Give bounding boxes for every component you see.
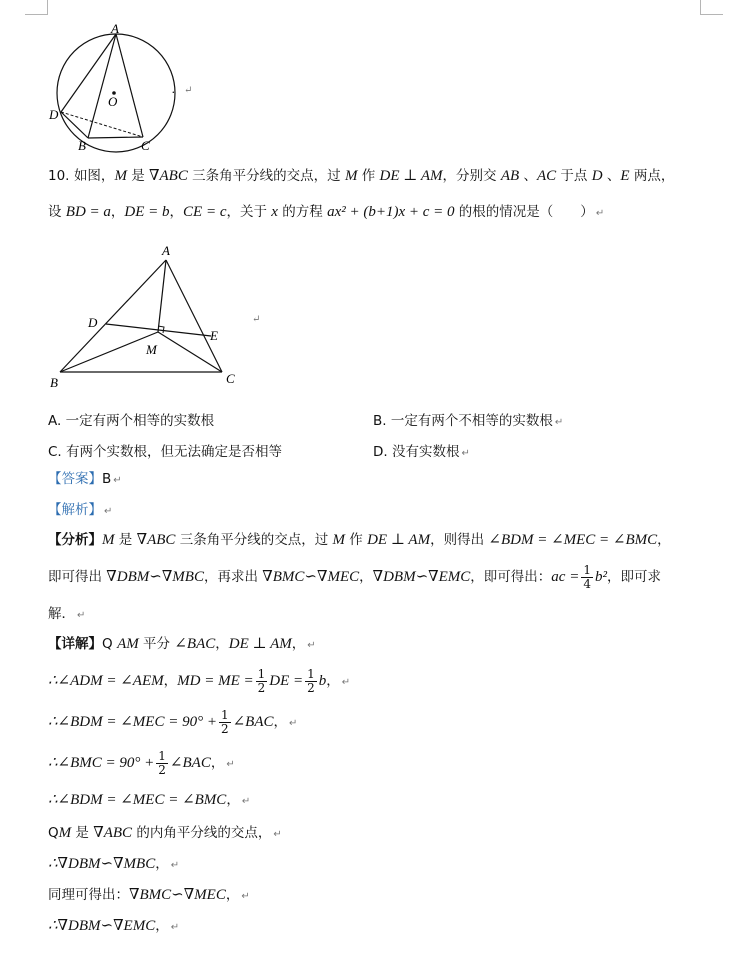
fenxi-line-1: 【分析】M 是 ∇ABC 三条角平分线的交点，过 M 作 DE ⊥ AM，则得出 ∠BDM = ∠MEC = ∠BMC， (48, 532, 671, 548)
label-O: O (108, 94, 118, 109)
segment-BC (88, 137, 143, 138)
label-A: A (111, 21, 119, 36)
detail-line-8: 同理可得出：∇BMC∽∇MEC， ↵ (48, 887, 250, 903)
segment-AB (88, 34, 116, 138)
return-mark-icon: ↵ (104, 506, 113, 517)
analysis-label-line (48, 500, 112, 522)
return-mark-icon: ↵ (595, 208, 605, 219)
label-A: A (162, 243, 170, 258)
label-D: D (49, 107, 59, 122)
detail-line-9: ∴∇DBM∽∇EMC， ↵ (48, 918, 180, 934)
label-B: B (50, 375, 58, 390)
return-mark-icon: ↵ (170, 860, 180, 871)
return-mark-icon: ↵ (226, 759, 235, 770)
option-D: D. 没有实数根 ↵ (373, 444, 470, 460)
label-E: E (210, 328, 218, 343)
return-mark-icon: ↵ (77, 610, 86, 621)
fenxi-line-3: 解． ↵ (48, 606, 86, 622)
detail-line-3: ∴∠BDM = ∠MEC = 90° + $\frac{1}{2}$ ∠BAC， ↵ (48, 707, 298, 736)
detail-line-5: ∴∠BDM = ∠MEC = ∠BMC， ↵ (48, 792, 251, 808)
analysis-label: 【解析】 (48, 502, 102, 518)
detail-line-4: ∴∠BMC = 90° + $\frac{1}{2}$ ∠BAC， ↵ (48, 748, 235, 777)
return-mark-icon: ↵ (273, 829, 282, 840)
return-mark-icon: ↵ (461, 448, 470, 459)
return-mark-icon: ↵ (252, 314, 261, 325)
detail-line-2: ∴∠ADM = ∠AEM，MD = ME = $\frac{1}{2}$ DE = $\frac{1}{2}$ b， ↵ (48, 666, 351, 695)
return-mark-icon: ↵ (113, 475, 122, 486)
label-C: C (141, 138, 150, 153)
label-D: D (88, 315, 98, 330)
return-mark-icon: ↵ (184, 85, 193, 96)
return-mark-icon: ↵ (170, 922, 180, 933)
question-line-1: 10. 如图，M 是 ∇ABC 三条角平分线的交点，过 M 作 DE ⊥ AM，分别交 AB 、AC 于点 D 、E 两点， (48, 168, 675, 184)
label-M: M (146, 342, 157, 357)
return-mark-icon: ↵ (307, 640, 316, 651)
answer-label: 【答案】 (48, 471, 102, 487)
return-mark-icon: ↵ (289, 718, 298, 729)
fenxi-line-2: 即可得出 ∇DBM∽∇MBC，再求出 ∇BMC∽∇MEC，∇DBM∽∇EMC，即可得出：ac = $\frac{1}{4}$ b²，即可求 (48, 562, 661, 591)
question-line-2: 设 BD = a，DE = b，CE = c，关于 x 的方程 ax² + (b+1)x + c = 0 的根的情况是（ ） ↵ (48, 204, 605, 220)
return-mark-icon: ↵ (241, 891, 250, 902)
label-C: C (226, 371, 235, 386)
return-mark-icon: ↵ (554, 417, 564, 428)
figure-triangle-ABC (40, 240, 270, 390)
answer-value: B (102, 471, 112, 487)
option-B: B. 一定有两个不相等的实数根 ↵ (373, 413, 564, 429)
detail-line-7: ∴∇DBM∽∇MBC， ↵ (48, 856, 180, 872)
option-C: C. 有两个实数根，但无法确定是否相等 (48, 444, 283, 460)
trailing-dot: . (172, 81, 176, 96)
return-mark-icon: ↵ (341, 677, 351, 688)
detail-line-6: QM 是 ∇ABC 的内角平分线的交点， ↵ (48, 825, 282, 841)
detail-line-1: 【详解】Q AM 平分 ∠BAC，DE ⊥ AM， ↵ (48, 636, 316, 652)
page-corner-mark-left (25, 0, 48, 15)
answer-line (48, 469, 122, 491)
page-corner-mark-right (700, 0, 723, 15)
label-B: B (78, 138, 86, 153)
return-mark-icon: ↵ (241, 796, 251, 807)
figure-circle-triangle (40, 20, 210, 155)
option-A: A. 一定有两个相等的实数根 (48, 413, 215, 429)
segment-AM (158, 260, 166, 332)
segment-BM (60, 332, 158, 372)
segment-AC (116, 34, 143, 137)
